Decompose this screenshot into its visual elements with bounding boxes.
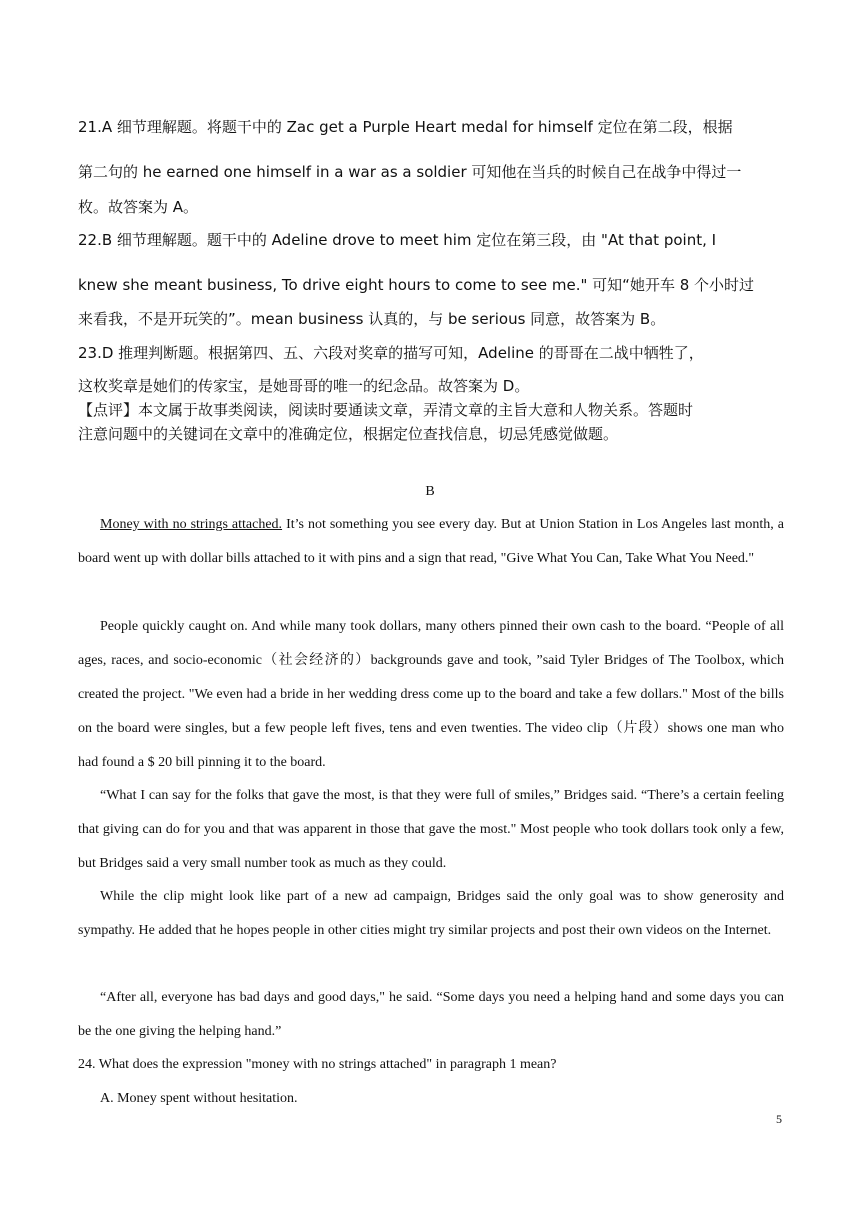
answer-21-line-3: 枚。故答案为 A。 — [78, 198, 199, 216]
answer-22-line-1: 22.B 细节理解题。题干中的 Adeline drove to meet him 定位在第三段，由 "At that point, I — [78, 231, 717, 249]
answer-23-line-1: 23.D 推理判断题。根据第四、五、六段对奖章的描写可知，Adeline 的哥哥在二战中牺牲了， — [78, 344, 704, 362]
passage-underlined-phrase: Money with no strings attached. — [100, 517, 283, 532]
passage-paragraph-3: “What I can say for the folks that gave the most, is that they were full of smiles,” Bridges said. “There’s a certain feeling that giving can do for you and that was apparent in those that gave the most." Most people who took dollars took only a few, but Bridges said a very small number took as much as they could. — [78, 788, 784, 871]
passage-paragraph-4: While the clip might look like part of a new ad campaign, Bridges said the only goal was to show generosity and sympathy. He added that he hopes people in other cities might try similar projects and post their own videos on the Internet. — [78, 889, 784, 938]
passage-paragraph-1-text: It’s not something you see every day. But at Union Station in Los Angeles last month, a board went up with dollar bills attached to it with pins and a sign that read, "Give What You Can, Take What You Need." — [78, 517, 784, 566]
passage-paragraph-1 — [78, 508, 784, 576]
passage-paragraph-5: “After all, everyone has bad days and good days," he said. “Some days you need a helping hand and some days you can be the one giving the helping hand.” — [78, 990, 784, 1039]
passage-paragraph-2: People quickly caught on. And while many took dollars, many others pinned their own cash to the board. “People of all ages, races, and socio-economic（社会经济的）backgrounds gave and took, ”said Tyler Bridges of The Toolbox, which created the project. "We even had a bride in her wedding dress come up to the board and take a few dollars." Most of the bills on the board were singles, but a few people left fives, tens and even twenties. The video clip（片段）shows one man who had found a $ 20 bill pinning it to the board. — [78, 619, 784, 770]
answer-22-line-2: knew she meant business, To drive eight hours to come to see me." 可知“她开车 8 个小时过 — [78, 276, 755, 294]
answer-23-line-2: 这枚奖章是她们的传家宝，是她哥哥的唯一的纪念品。故答案为 D。 — [78, 377, 530, 395]
section-heading: B — [425, 484, 435, 499]
comment-line-1: 【点评】本文属于故事类阅读，阅读时要通读文章，弄清文章的主旨大意和人物关系。答题时 — [78, 401, 694, 419]
question-24-option-a: A. Money spent without hesitation. — [100, 1091, 298, 1106]
comment-line-2: 注意问题中的关键词在文章中的准确定位，根据定位查找信息，切忌凭感觉做题。 — [78, 425, 619, 443]
answer-22-line-3: 来看我，不是开玩笑的”。mean business 认真的，与 be serious 同意，故答案为 B。 — [78, 310, 666, 328]
question-24-stem: 24. What does the expression "money with no strings attached" in paragraph 1 mean? — [78, 1057, 557, 1072]
answer-21-line-1: 21.A 细节理解题。将题干中的 Zac get a Purple Heart medal for himself 定位在第二段，根据 — [78, 118, 733, 136]
page-number: 5 — [776, 1112, 782, 1126]
answer-21-line-2: 第二句的 he earned one himself in a war as a soldier 可知他在当兵的时候自己在战争中得过一 — [78, 163, 742, 181]
